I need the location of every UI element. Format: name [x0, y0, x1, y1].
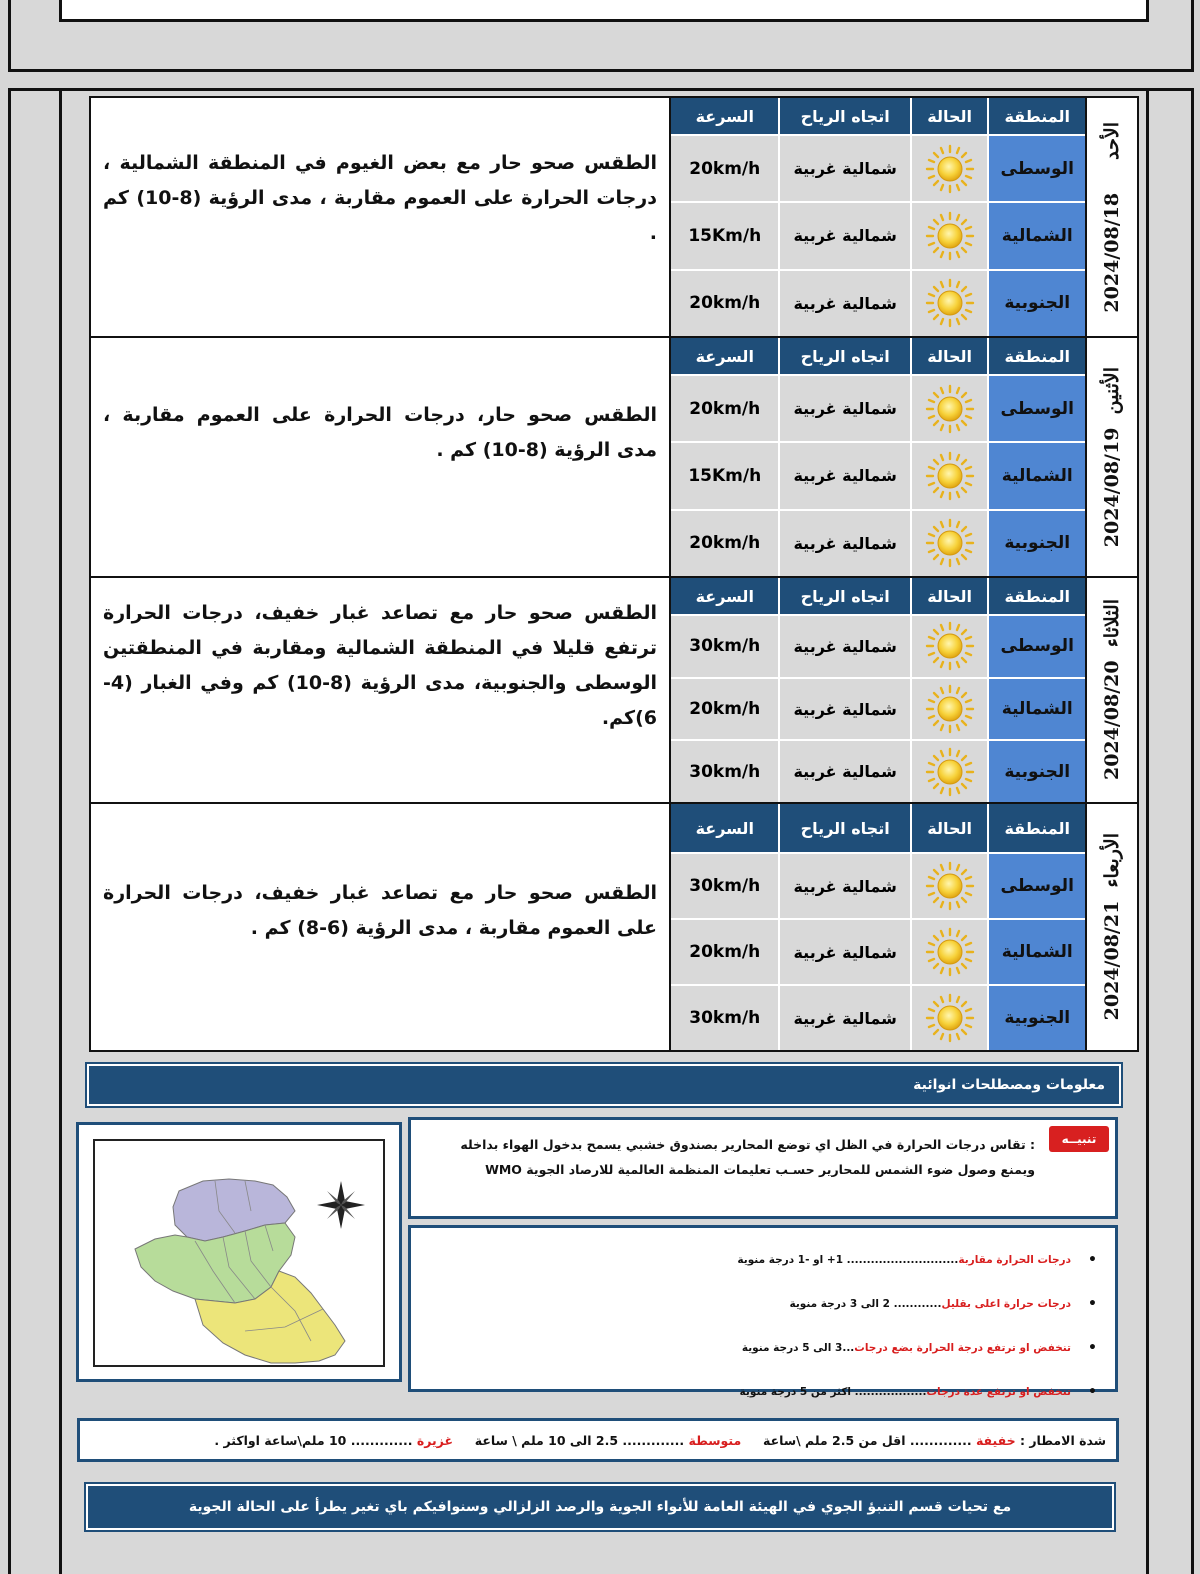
term-label: • تنخفض او ترتفع عدة درجات [926, 1386, 1071, 1398]
table-row [671, 984, 1085, 1050]
speed-cell: 20km/h [671, 511, 778, 576]
list-item [451, 1282, 1071, 1326]
wind-dir-cell: شمالية غربية [778, 679, 909, 740]
description-cell [91, 338, 669, 576]
day-name: الأحد [1101, 121, 1123, 160]
header-wind-dir: اتجاه الرياح [778, 98, 909, 134]
wind-dir-cell: شمالية غربية [778, 741, 909, 802]
header-wind-dir: اتجاه الرياح [778, 338, 909, 374]
header-region: المنطقة [987, 804, 1085, 852]
forecast-grid [669, 98, 1085, 336]
speed-cell: 30km/h [671, 854, 778, 918]
list-item [451, 1238, 1071, 1282]
speed-cell: 20km/h [671, 376, 778, 441]
term-value: ............ 2 الى 3 درجة منوية [789, 1298, 942, 1310]
compass-rose-icon [317, 1181, 365, 1229]
header-row [671, 338, 1085, 374]
region-cell: الوسطى [987, 616, 1085, 677]
state-cell [910, 376, 988, 441]
table-row [671, 614, 1085, 677]
region-cell: الوسطى [987, 136, 1085, 201]
sun-icon [925, 684, 975, 734]
term-label: • درجات حرارة اعلى بقليل [941, 1298, 1071, 1310]
forecast-grid [669, 804, 1085, 1050]
term-label: • درجات الحرارة مقاربة [958, 1254, 1071, 1266]
rain-medium: متوسطة [688, 1432, 742, 1448]
region-cell: الجنوبية [987, 271, 1085, 336]
term-value: .................. اكثر من 5 درجة منوية [739, 1386, 927, 1398]
top-page-strip [8, 0, 1194, 72]
date: 2024/08/21 [1101, 901, 1123, 1021]
term-value: ...3 الى 5 درجة منوية [741, 1342, 855, 1354]
state-cell [910, 271, 988, 336]
table-row [671, 918, 1085, 984]
iraq-map [93, 1139, 385, 1367]
state-cell [910, 511, 988, 576]
header-region: المنطقة [987, 578, 1085, 614]
header-state: الحالة [910, 338, 988, 374]
term-value: ............................ 1+ او -1 درجة منوية [737, 1254, 959, 1266]
header-state: الحالة [910, 804, 988, 852]
description-cell [91, 804, 669, 1050]
wind-dir-cell: شمالية غربية [778, 920, 909, 984]
description-cell [91, 578, 669, 802]
list-item [451, 1326, 1071, 1370]
sun-icon [925, 451, 975, 501]
date-cell [1085, 578, 1137, 802]
table-row [671, 269, 1085, 336]
region-cell: الشمالية [987, 679, 1085, 740]
table-row [671, 134, 1085, 201]
header-speed: السرعة [671, 578, 778, 614]
wind-dir-cell: شمالية غربية [778, 616, 909, 677]
rain-heavy: غزيرة [416, 1432, 453, 1448]
table-row [671, 852, 1085, 918]
state-cell [910, 616, 988, 677]
sun-icon [925, 993, 975, 1043]
list-item [451, 1370, 1071, 1414]
wind-dir-cell: شمالية غربية [778, 986, 909, 1050]
description-cell [91, 98, 669, 336]
speed-cell: 20km/h [671, 920, 778, 984]
sun-icon [925, 278, 975, 328]
wind-dir-cell: شمالية غربية [778, 854, 909, 918]
terms-list [451, 1238, 1071, 1414]
alert-badge: تنبيــه [1049, 1126, 1109, 1152]
sun-icon [925, 927, 975, 977]
header-state: الحالة [910, 98, 988, 134]
term-label: • تنخفض او ترتفع درجة الحرارة بضع درجات [854, 1342, 1071, 1354]
state-cell [910, 136, 988, 201]
wind-dir-cell: شمالية غربية [778, 203, 909, 268]
region-cell: الجنوبية [987, 741, 1085, 802]
sun-icon [925, 211, 975, 261]
forecast-grid [669, 578, 1085, 802]
table-row [671, 739, 1085, 802]
date: 2024/08/18 [1101, 192, 1123, 313]
header-speed: السرعة [671, 338, 778, 374]
region-cell: الجنوبية [987, 986, 1085, 1050]
wind-dir-cell: شمالية غربية [778, 376, 909, 441]
day-name: الأربعاء [1101, 833, 1123, 888]
description-text: الطقس صحو حار مع تصاعد غبار خفيف، درجات الحرارة على العموم مقاربة ، مدى الرؤية (6-8) كم . [103, 882, 657, 939]
sun-icon [925, 384, 975, 434]
region-cell: الشمالية [987, 920, 1085, 984]
speed-cell: 30km/h [671, 616, 778, 677]
rain-medium-value: ............. 2.5 الى 10 ملم \ ساعة [474, 1432, 685, 1448]
rain-heavy-value: ............. 10 ملم\ساعة اواكثر . [214, 1432, 413, 1448]
header-row [671, 804, 1085, 852]
note-text: : تقاس درجات الحرارة في الظل اي توضع المحارير بصندوق خشبي يسمح بدخول الهواء بداخله ويمنع وصول ضوء الشمس للمحارير حسـب تعليمات المنظمة العالمية للارصاد الجوية WMO [460, 1137, 1035, 1177]
state-cell [910, 679, 988, 740]
rain-light-value: ............. اقل من 2.5 ملم \ساعة [763, 1432, 972, 1448]
header-row [671, 578, 1085, 614]
region-cell: الشمالية [987, 443, 1085, 508]
region-cell: الوسطى [987, 376, 1085, 441]
speed-cell: 30km/h [671, 986, 778, 1050]
wind-dir-cell: شمالية غربية [778, 443, 909, 508]
forecast-table [89, 96, 1139, 1052]
region-cell: الشمالية [987, 203, 1085, 268]
sun-icon [925, 861, 975, 911]
state-cell [910, 443, 988, 508]
state-cell [910, 854, 988, 918]
temperature-terms-panel [408, 1225, 1118, 1398]
speed-cell: 20km/h [671, 136, 778, 201]
description-text: الطقس صحو حار مع تصاعد غبار خفيف، درجات الحرارة ترتفع قليلا في المنطقة الشمالية ومقاربة في المنطقتين الوسطى والجنوبية، مدى الرؤية (8-10) كم وفي الغبار (4-6)كم. [103, 602, 657, 729]
table-row [671, 677, 1085, 740]
header-wind-dir: اتجاه الرياح [778, 578, 909, 614]
day-block [91, 98, 1137, 338]
speed-cell: 15Km/h [671, 443, 778, 508]
header-state: الحالة [910, 578, 988, 614]
speed-cell: 15Km/h [671, 203, 778, 268]
header-speed: السرعة [671, 804, 778, 852]
state-cell [910, 986, 988, 1050]
day-block [91, 578, 1137, 804]
speed-cell: 30km/h [671, 741, 778, 802]
date: 2024/08/20 [1101, 660, 1123, 781]
region-cell: الجنوبية [987, 511, 1085, 576]
note-panel [408, 1117, 1118, 1219]
sun-icon [925, 144, 975, 194]
rain-light: خفيفة [975, 1432, 1016, 1448]
day-name: الأثنين [1101, 366, 1123, 415]
day-block [91, 804, 1137, 1050]
header-region: المنطقة [987, 338, 1085, 374]
date: 2024/08/19 [1101, 427, 1123, 548]
header-row [671, 98, 1085, 134]
footer-bar [86, 1484, 1114, 1530]
header-speed: السرعة [671, 98, 778, 134]
state-cell [910, 920, 988, 984]
day-block [91, 338, 1137, 578]
region-cell: الوسطى [987, 854, 1085, 918]
iraq-regions-map [95, 1141, 383, 1365]
day-name: الثلاثاء [1101, 599, 1123, 648]
date-cell [1085, 98, 1137, 336]
rain-intensity-panel [77, 1418, 1119, 1462]
table-row [671, 441, 1085, 508]
state-cell [910, 741, 988, 802]
date-cell [1085, 338, 1137, 576]
info-title: معلومات ومصطلحات انوائية [913, 1077, 1105, 1093]
sun-icon [925, 621, 975, 671]
date-cell [1085, 804, 1137, 1050]
description-text: الطقس صحو حار، درجات الحرارة على العموم مقاربة ، مدى الرؤية (8-10) كم . [103, 404, 657, 461]
description-text: الطقس صحو حار مع بعض الغيوم في المنطقة الشمالية ، درجات الحرارة على العموم مقاربة ، مدى الرؤية (8-10) كم . [103, 152, 657, 244]
sun-icon [925, 518, 975, 568]
table-row [671, 201, 1085, 268]
info-title-bar [87, 1064, 1121, 1106]
forecast-grid [669, 338, 1085, 576]
table-row [671, 509, 1085, 576]
map-panel [76, 1122, 402, 1382]
wind-dir-cell: شمالية غربية [778, 511, 909, 576]
rain-label: شدة الامطار : [1020, 1432, 1106, 1448]
wind-dir-cell: شمالية غربية [778, 136, 909, 201]
state-cell [910, 203, 988, 268]
sun-icon [925, 747, 975, 797]
header-region: المنطقة [987, 98, 1085, 134]
footer-text: مع تحيات قسم التنبؤ الجوي في الهيئة العامة للأنواء الجوية والرصد الزلزالي وسنوافيكم باي تغير يطرأ على الحالة الجوية [188, 1499, 1012, 1515]
speed-cell: 20km/h [671, 271, 778, 336]
header-wind-dir: اتجاه الرياح [778, 804, 909, 852]
speed-cell: 20km/h [671, 679, 778, 740]
table-row [671, 374, 1085, 441]
top-page-remnant [59, 0, 1149, 22]
wind-dir-cell: شمالية غربية [778, 271, 909, 336]
